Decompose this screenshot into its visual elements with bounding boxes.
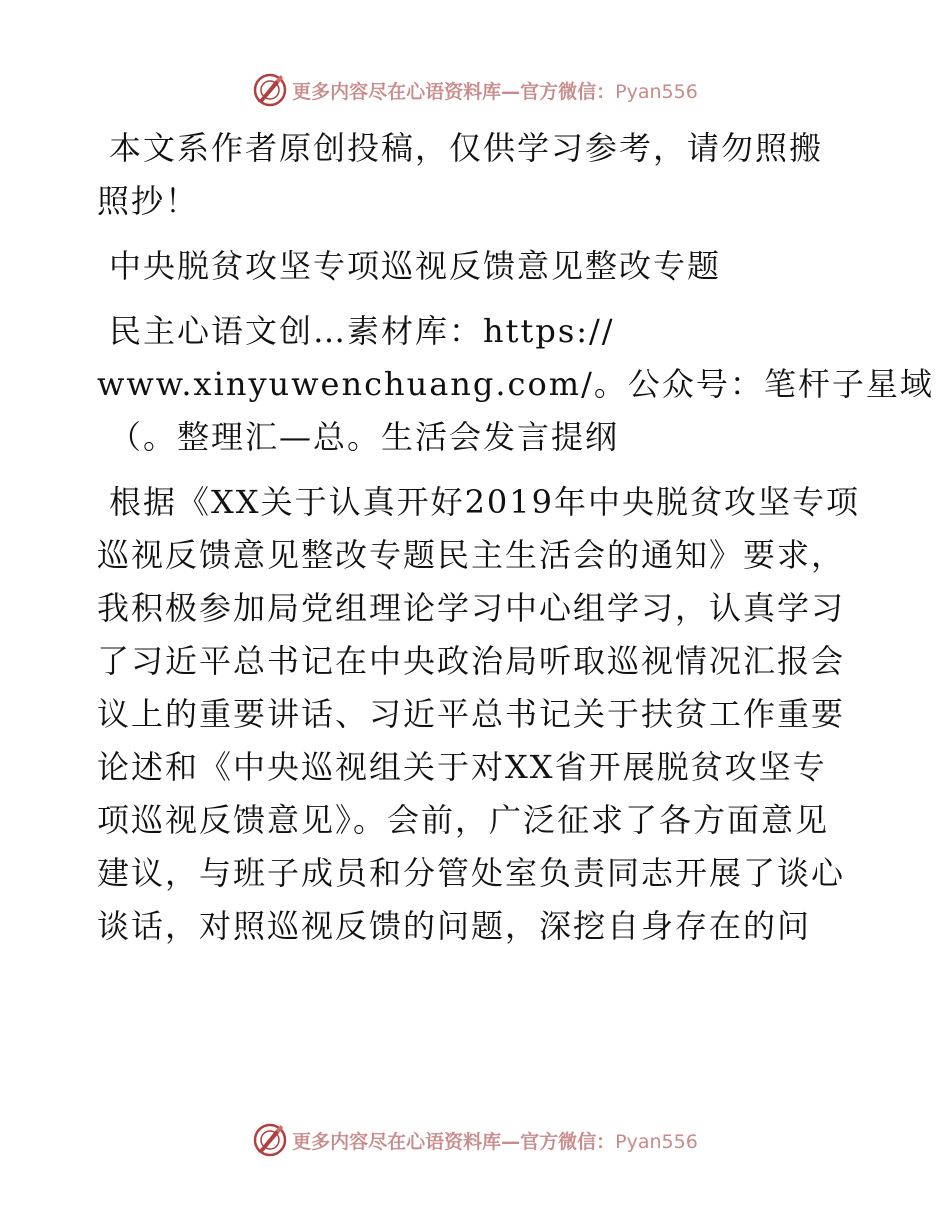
text-line: 谈话，对照巡视反馈的问题，深挖自身存在的问 (97, 907, 812, 945)
document-body (97, 122, 934, 953)
watermark-text: 更多内容尽在心语资料库—官方微信：Pyan556 (292, 1130, 698, 1153)
brush-logo-icon (252, 1122, 288, 1158)
source-paragraph (97, 305, 934, 464)
watermark-account: Pyan556 (615, 80, 698, 103)
text-line: 论述和《中央巡视组关于对XX省开展脱贫攻坚专 (97, 748, 827, 786)
text-line: 民主心语文创…素材库：https:// (109, 312, 615, 350)
watermark-text: 更多内容尽在心语资料库—官方微信：Pyan556 (292, 80, 698, 103)
text-line: 照抄！ (97, 182, 200, 220)
footer-watermark (0, 1120, 950, 1160)
disclaimer-paragraph (97, 122, 857, 228)
text-line: 根据《XX关于认真开好2019年中央脱贫攻坚专项 (109, 483, 861, 521)
header-watermark (0, 70, 950, 110)
body-paragraph (97, 476, 861, 953)
text-line: 巡视反馈意见整改专题民主生活会的通知》要求， (97, 536, 846, 574)
text-line: 项巡视反馈意见》。会前，广泛征求了各方面意见 (97, 801, 830, 839)
text-line: 本文系作者原创投稿，仅供学习参考，请勿照搬 (109, 129, 824, 167)
brush-logo-icon (252, 72, 288, 108)
text-line: 了习近平总书记在中央政治局听取巡视情况汇报会 (97, 642, 846, 680)
text-line: 建议，与班子成员和分管处室负责同志开展了谈心 (97, 854, 846, 892)
watermark-account: Pyan556 (615, 1130, 698, 1153)
text-line: 议上的重要讲话、习近平总书记关于扶贫工作重要 (97, 695, 846, 733)
text-line: 中央脱贫攻坚专项巡视反馈意见整改专题 (109, 247, 722, 285)
text-line: （。整理汇—总。生活会发言提纲 (109, 418, 620, 456)
document-title (97, 240, 857, 293)
text-line: www.xinyuwenchuang.com/。公众号：笔杆子星域 (97, 365, 934, 403)
text-line: 我积极参加局党组理论学习中心组学习，认真学习 (97, 589, 846, 627)
